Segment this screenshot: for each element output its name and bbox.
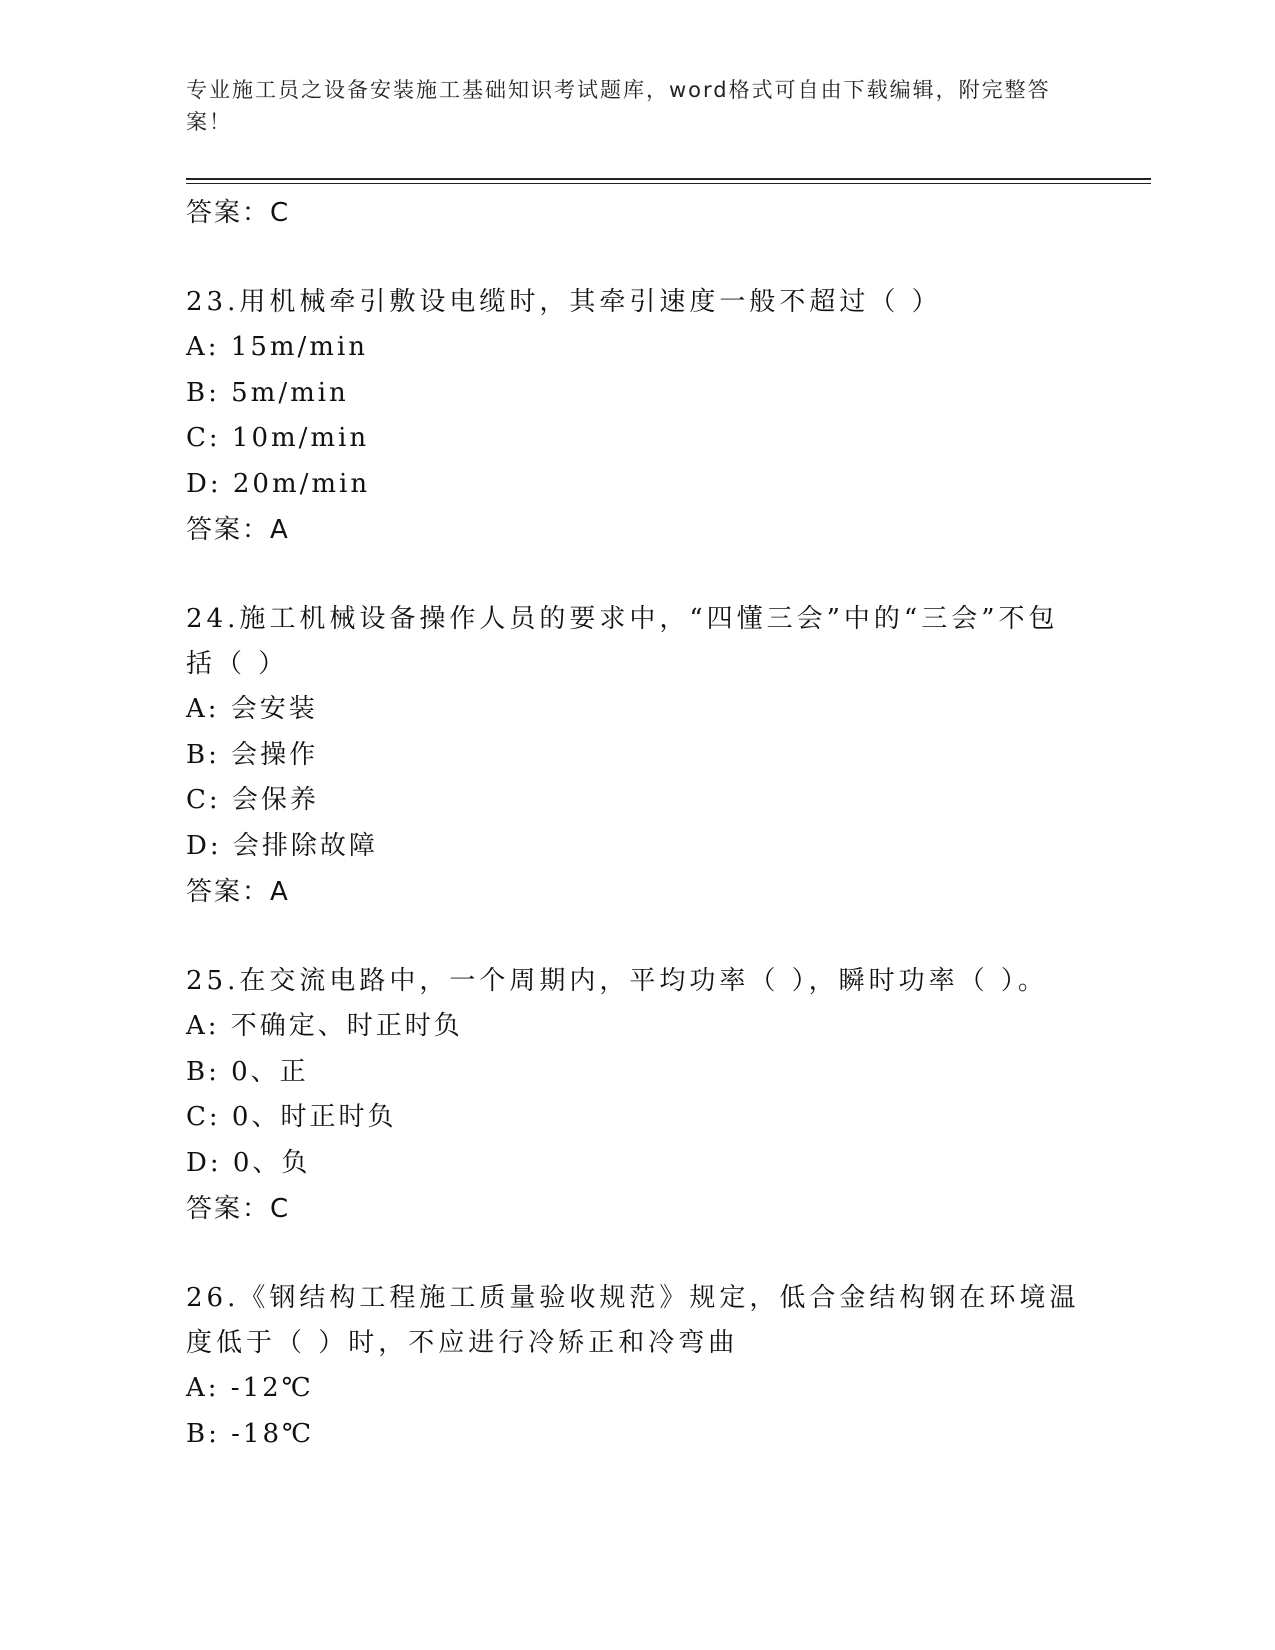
answer-line: 答案：C (186, 198, 291, 228)
option-d: D: 会排除故障 (186, 830, 378, 861)
answer-line: 答案：A (186, 877, 290, 907)
option-c: C: 0、时正时负 (186, 1102, 397, 1132)
header-divider-thin (186, 183, 1151, 184)
option-b: B: 5m/min (186, 377, 349, 408)
option-a: A: -12℃ (186, 1373, 314, 1403)
option-a: A: 不确定、时正时负 (186, 1011, 463, 1041)
page-header: 专业施工员之设备安装施工基础知识考试题库，word格式可自由下载编辑，附完整答案！ (186, 78, 1051, 134)
question-stem: 23.用机械牵引敷设电缆时，其牵引速度一般不超过（ ） (186, 287, 942, 317)
option-a: A: 15m/min (186, 332, 369, 362)
question-stem: 26.《钢结构工程施工质量验收规范》规定，低合金结构钢在环境温度低于（ ）时，不应进行冷矫正和冷弯曲 (186, 1283, 1080, 1358)
option-c: C: 会保养 (186, 785, 319, 815)
question-block (186, 959, 1086, 1232)
question-block (186, 1276, 1086, 1457)
question-list (186, 190, 1086, 1457)
question-stem: 24.施工机械设备操作人员的要求中，“四懂三会”中的“三会”不包括（ ） (186, 604, 1059, 679)
option-b: B: -18℃ (186, 1418, 315, 1449)
question-block (186, 280, 1086, 553)
option-b: B: 会操作 (186, 739, 319, 770)
option-a: A: 会安装 (186, 694, 318, 724)
question-stem: 25.在交流电路中，一个周期内，平均功率（ ），瞬时功率（ ）。 (186, 966, 1048, 996)
header-divider (186, 178, 1151, 180)
option-d: D: 20m/min (186, 468, 371, 499)
answer-line: 答案：C (186, 1194, 291, 1224)
answer-line: 答案：A (186, 515, 290, 545)
option-b: B: 0、正 (186, 1056, 309, 1087)
option-d: D: 0、负 (186, 1147, 311, 1178)
option-c: C: 10m/min (186, 423, 370, 453)
question-block (186, 597, 1086, 915)
